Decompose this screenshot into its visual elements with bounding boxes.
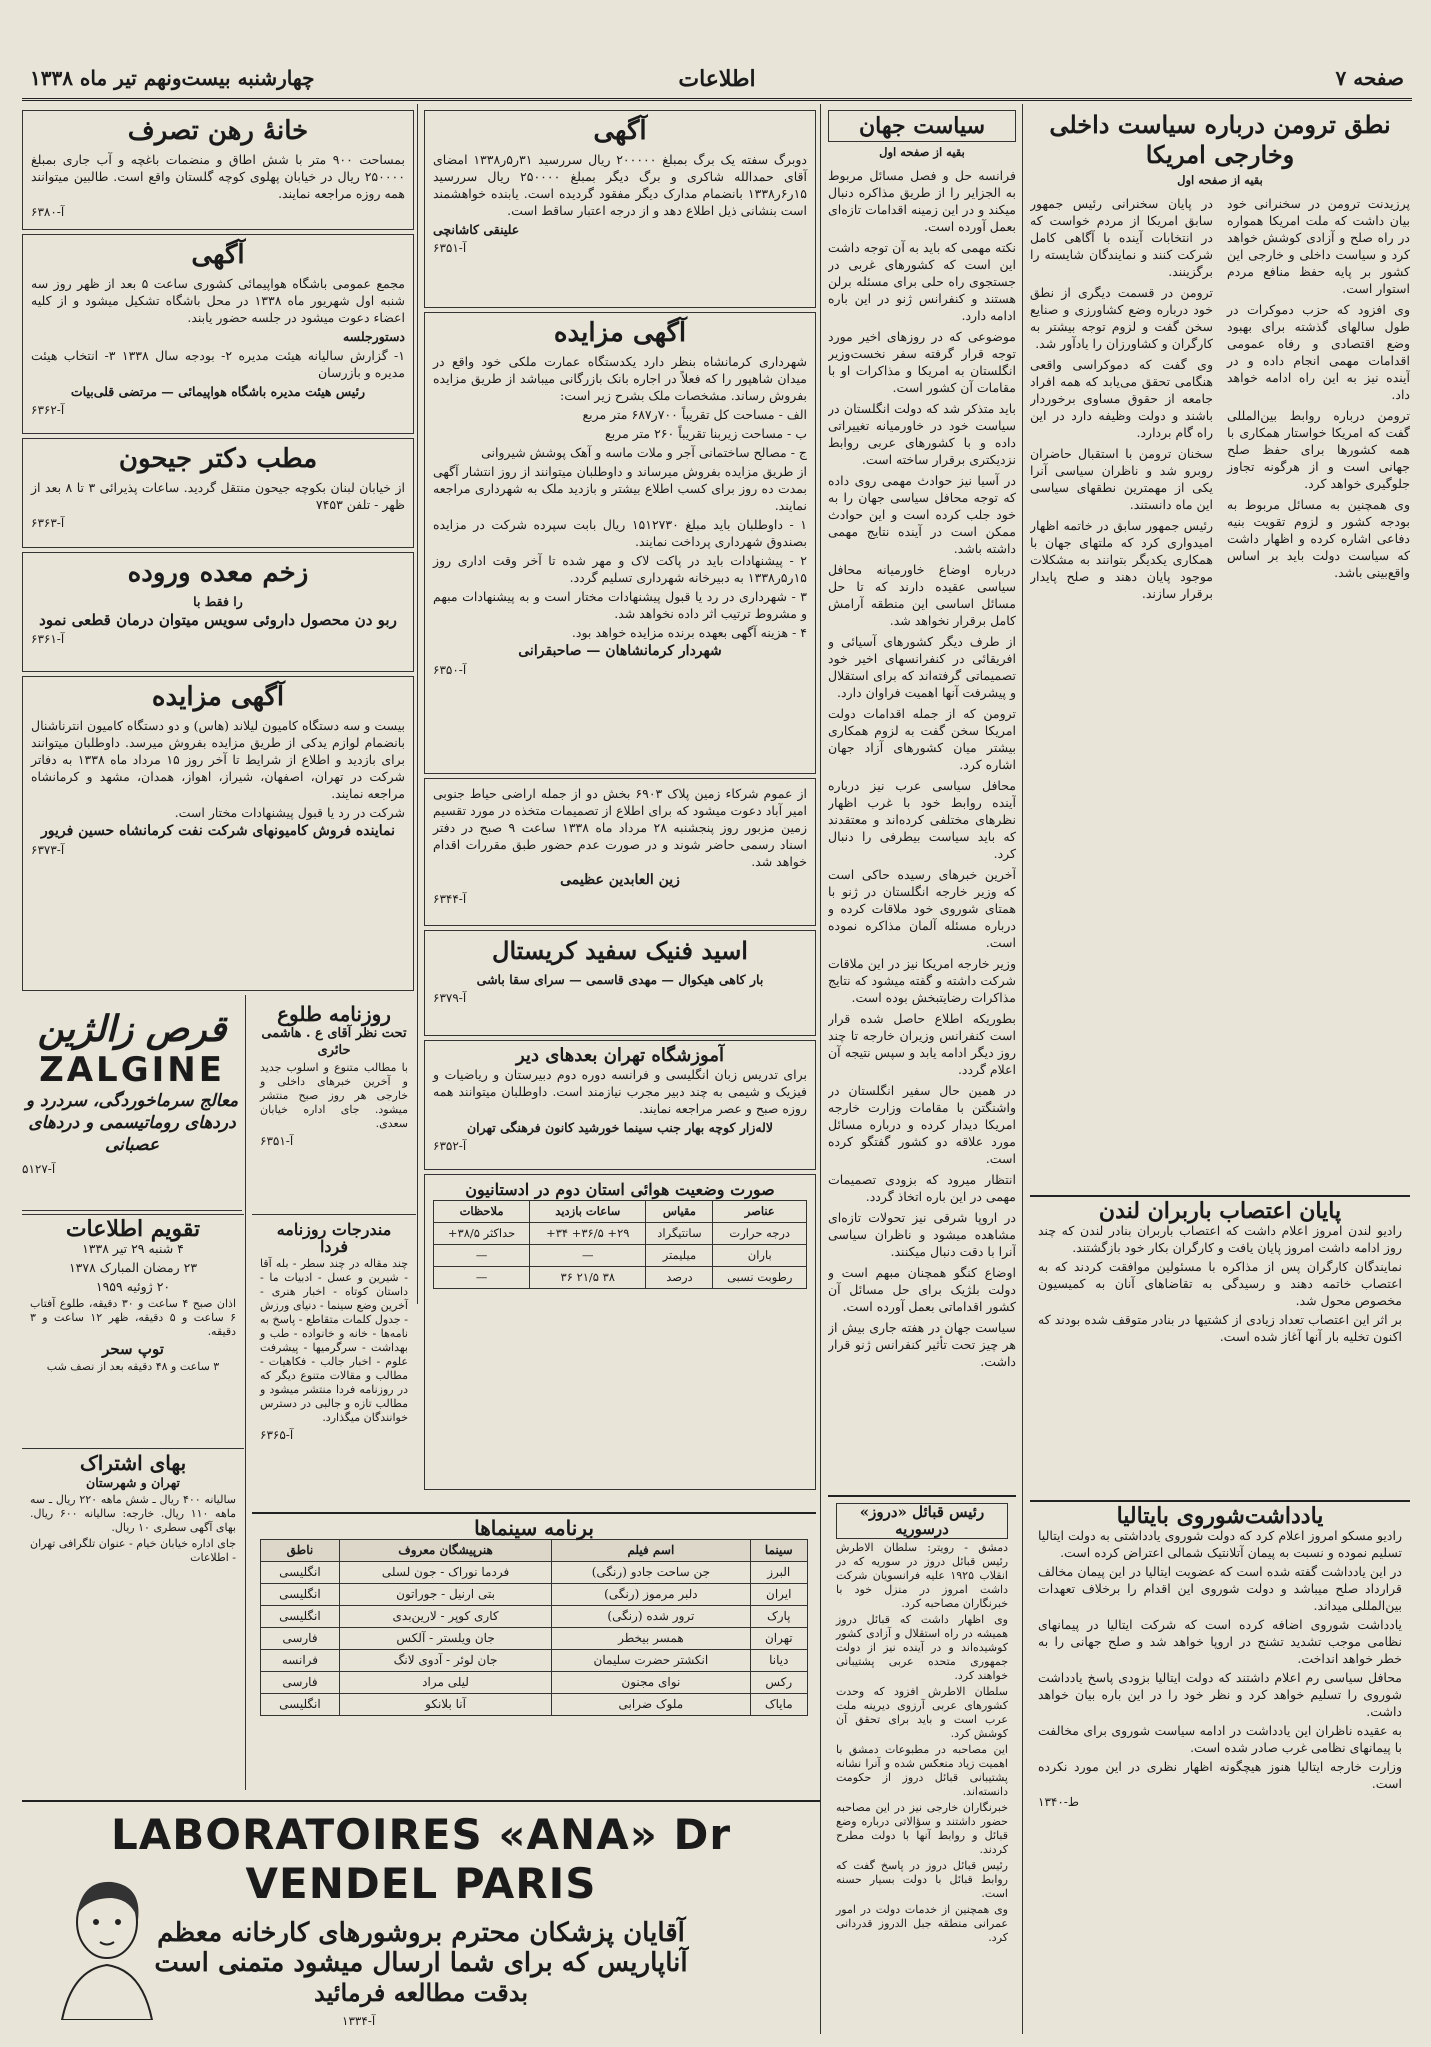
page-number: صفحه ۷ <box>1335 66 1404 90</box>
cinema-cell: بتی ارنیل - جوراتون <box>339 1584 551 1606</box>
ad-ulcer-medicine <box>22 552 414 672</box>
subscription-sub: تهران و شهرستان <box>86 1475 180 1490</box>
weather-title: صورت وضعیت هوائی استان دوم در ادستانیون <box>465 1180 775 1199</box>
ad-code: آ-۶۳۸۰ <box>31 205 65 219</box>
cinema-cell: فرانسه <box>261 1650 340 1672</box>
cinema-cell: فارسی <box>261 1672 340 1694</box>
cinema-cell: انگلیسی <box>261 1562 340 1584</box>
ad-code: ط‌-۱۳۴۰ <box>1038 1795 1079 1809</box>
ad-code: آ-۶۳۵۲ <box>433 1139 467 1153</box>
ad-signature: شهردار کرمانشاهان — صاحبقرانی <box>518 643 722 659</box>
ad-code: آ-۶۳۶۲ <box>31 403 65 417</box>
ad-zalgine <box>22 1000 242 1211</box>
weather-header: مقیاس <box>646 1201 713 1223</box>
cinema-row <box>261 1584 808 1606</box>
news-box-strike: پایان اعتصاب باربران لندن رادیو لندن امروز اعلام داشت که اعتصاب باربران بنادر لندن که چند روز ادامه داشت امروز پایان یافت و کارگران بکار خود بازگشتند. نمایندگان کارگران پس از مذاکره با مسئولین موافقت کردند که به اعتصاب خاتمه دهند و رسیدگی به تقاضاهای آنان به کمیسیون مخصوص محول شد. بر اثر این اعتصاب تعداد زیادی از کشتیها در بنادر متوقف شده بودند که اکنون تخلیه بار آنها آغاز شده است. <box>1030 1195 1410 1495</box>
cinema-header: ناطق <box>261 1540 340 1562</box>
cinema-cell: انگلیسی <box>261 1694 340 1716</box>
cinema-cell: انگلیسی <box>261 1606 340 1628</box>
cinema-cell: تهران <box>750 1628 807 1650</box>
ad-aviation-club: آگهی مجمع عمومی باشگاه هواپیمائی کشوری ساعت ۵ بعد از ظهر روز سه شنبه اول شهریور ماه ۱۳۳۸ در محل باشگاه تشکیل میشود و از کلیه اعضاء دعوت میشود در جلسه حضور یابند. دستورجلسه ۱- گزارش سالیانه هیئت مدیره ۲- بودجه سال ۱۳۳۸ ۳- انتخاب هیئت مدیره و بازرسان رئیس هیئت مدیره باشگاه هواپیمائی — مرتضی قلی‌بیات آ-۶۳۶۲ <box>22 234 414 434</box>
column-rule <box>417 104 418 1304</box>
contents-title: مندرجات روزنامه فردا <box>276 1220 392 1256</box>
weather-report <box>424 1174 816 1490</box>
ad-laboratoires-ana <box>22 1800 820 2032</box>
ad-truck-auction: آگهی مزایده بیست و سه دستگاه کامیون لیلاند (هاس) و دو دستگاه کامیون انترناشنال بانضمام لوازم یدکی از طریق مزایده بفروش میرسد. داوطلبان میتوانند برای بازدید و اطلاع از شرایط تا آخر روز ۱۵ مرداد ماه ۱۳۳۸ به دفاتر شرکت در تهران، اصفهان، شیراز، اهواز، همدان، مشهد و کرمانشاه مراجعه نمایند. شرکت در رد یا قبول پیشنهادات مختار است. نماینده فروش کامیونهای شرکت نفت کرمانشاه حسین فریور آ-۶۳۷۳ <box>22 676 414 991</box>
ad-sub: را فقط با <box>193 594 243 609</box>
ad-code: آ-۵۱۲۷ <box>22 1162 56 1176</box>
cinema-cell: انکشتر حضرت سلیمان <box>552 1650 750 1672</box>
cinema-row <box>261 1606 808 1628</box>
cinema-cell: ایران <box>750 1584 807 1606</box>
ad-auction-kermanshah: آگهی مزایده شهرداری کرمانشاه بنظر دارد یکدستگاه عمارت ملکی خود واقع در میدان شاهپور را که فعلاً در اجاره بانک بازرگانی میباشد از طریق مزایده بفروش رساند. مشخصات ملک بشرح زیر است: الف - مساحت کل تقریباً ۷۰۰ر۶۸۷ متر مربع ب - مساحت زیربنا تقریباً ۲۶۰ متر مربع ج - مصالح ساختمانی آجر و ملات ماسه و آهک پوشش شیروانی از طریق مزایده بفروش میرساند و داوطلبان میتوانند از روز انتشار آگهی بمدت ده روز برای کسب اطلاع بیشتر و بازدید ملک به شهرداری مراجعه نمایند. ۱ - داوطلبان باید مبلغ ۱۵۱۲۷۳۰ ریال بابت سپرده شرکت در مزایده بصندوق شهرداری پرداخت نمایند. ۲ - پیشنهادات باید در پاکت لاک و مهر شده تا آخر وقت اداری روز ۱۵ر۵ر۱۳۳۸ به دبیرخانه شهرداری تسلیم گردد. ۳ - شهرداری در رد یا قبول پیشنهادات مختار است و به پیشنهادات مبهم و مشروط ترتیب اثر داده نخواهد شد. ۴ - هزینه آگهی بعهده برنده مزایده خواهد بود. شهردار کرمانشاهان — صاحبقرانی آ-۶۳۵۰ <box>424 312 816 774</box>
cinema-cell: انگلیسی <box>261 1584 340 1606</box>
ad-title: خانهٔ رهن تصرف <box>127 116 309 146</box>
cinema-table <box>260 1539 808 1716</box>
news-box-soviet-note: یادداشت‌شوروی بایتالیا رادیو مسکو امروز اعلام کرد که دولت شوروی یادداشتی به دولت ایتالیا تسلیم نموده و نسبت به پیمان آتلانتیک شمالی اعتراض کرده است. در این یادداشت گفته شده است که عضویت ایتالیا در این پیمان مخالف قرارداد صلح میباشد و دولت شوروی این اقدام را برخلاف تعهدات بین‌المللی میداند. یادداشت شوروی اضافه کرده است که شرکت ایتالیا در پیمانهای نظامی موجب تشدید تشنج در اروپا خواهد شد و صلح جهانی را به خطر خواهد انداخت. محافل سیاسی رم اعلام داشتند که دولت ایتالیا بزودی پاسخ یادداشت شوروی را تسلیم خواهد کرد و نظر خود را در این باره بیان خواهد داشت. به عقیده ناظران این یادداشت در ادامه سیاست شوروی برای مخالفت با پیمانهای نظامی غرب صادر شده است. وزارت خارجه ایتالیا هنوز هیچگونه اظهار نظری در این مورد نکرده است. ط‌-۱۳۴۰ <box>1030 1500 1410 2025</box>
ad-code: آ-۶۳۵۱ <box>433 241 467 255</box>
cinema-cell: دلبر مرموز (رنگی) <box>552 1584 750 1606</box>
cinema-cell: پارک <box>750 1606 807 1628</box>
article-body: فرانسه حل و فصل مسائل مربوط به الجزایر را از طریق مذاکره دنبال میکند و در این زمینه اقدامات تازه‌ای بعمل آورده است. نکته مهمی که باید به آن توجه داشت این است که کشورهای غربی در جستجوی راه حلی برای مسئله برلن هستند و کنفرانس ژنو در این باره ادامه دارد. موضوعی که در روزهای اخیر مورد توجه قرار گرفته سفر نخست‌وزیر انگلستان به امریکا و مذاکرات او با مقامات آن کشور است. باید متذکر شد که دولت انگلستان در سیاست خود در خاورمیانه تغییراتی داده و با کشورهای عربی روابط نزدیکتری برقرار ساخته است. در آسیا نیز حوادث مهمی روی داده که توجه محافل سیاسی جهان را به خود جلب کرده است و این حوادث ممکن است در آینده نتایج مهمی داشته باشد. درباره اوضاع خاورمیانه محافل سیاسی عقیده دارند که تا حل مسائل اساسی این منطقه آرامش کامل برقرار نخواهد شد. از طرف دیگر کشورهای آسیائی و افریقائی در کنفرانسهای اخیر خود تصمیماتی گرفته‌اند که برای استقلال و پیشرفت آنها اهمیت فراوان دارد. ترومن که از جمله اقدامات دولت امریکا سخن گفت به لزوم همکاری بیشتر میان کشورهای آزاد جهان اشاره کرد. محافل سیاسی عرب نیز درباره آینده روابط خود با غرب اظهار نظرهای مختلفی کرده‌اند و معتقدند که باید سیاست بیطرفی را دنبال کرد. آخرین خبرهای رسیده حاکی است که وزیر خارجه انگلستان در ژنو با همتای شوروی خود ملاقات کرده و درباره مسئله آلمان مذاکره نموده است. وزیر خارجه امریکا نیز در این ملاقات شرکت داشته و گفته میشود که نتایج مذاکرات رضایتبخش بوده است. بطوریکه اطلاع حاصل شده قرار است کنفرانس وزیران خارجه تا چند روز دیگر ادامه یابد و سپس نتیجه آن اعلام گردد. در همین حال سفیر انگلستان در واشنگتن با مقامات وزارت خارجه امریکا دیدار کرده و درباره مسائل مورد علاقه دو کشور گفتگو کرده است. انتظار میرود که بزودی تصمیمات مهمی در این باره اتخاذ گردد. در اروپا شرقی نیز تحولات تازه‌ای مشاهده میشود و ناظران سیاسی آنرا با دقت دنبال میکنند. اوضاع کنگو همچنان مبهم است و دولت بلژیک برای حل مسائل آن کشور اقداماتی بعمل آورده است. سیاست جهان در هفته جاری بیش از هر چیز تحت تأثیر کنفرانس ژنو قرار داشت. <box>828 168 1016 1369</box>
weather-table <box>433 1200 807 1289</box>
ad-code: آ-۶۳۵۰ <box>433 663 467 677</box>
ad-title: آگهی مزایده <box>553 318 687 348</box>
weather-row <box>434 1267 807 1289</box>
ad-newspaper-tolu: روزنامه طلوع تحت نظر آقای ع . هاشمی حائری با مطالب متنوع و اسلوب جدید و آخرین خبرهای داخلی و خارجی هر روز صبح منتشر میشود. جای اداره خیابان سعدی. آ-۶۳۵۱ <box>260 1002 408 1148</box>
ad-title: آگهی <box>191 240 245 270</box>
weather-cell: رطوبت نسبی <box>713 1267 807 1289</box>
continued-note: بقیه از صفحه اول <box>1177 173 1263 187</box>
zalgine-persian: قرص زالژین <box>37 1008 227 1050</box>
weather-header-row <box>434 1201 807 1223</box>
issue-date: چهارشنبه بیست‌ونهم تیر ماه ۱۳۳۸ <box>30 66 315 90</box>
ad-code: آ-۶۳۶۳ <box>31 516 65 530</box>
cinema-cell: فردما نوراک - جون لسلی <box>339 1562 551 1584</box>
subscription-box: بهای اشتراک تهران و شهرستان سالیانه ۴۰۰ ریال ـ شش ماهه ۲۲۰ ریال ـ سه ماهه ۱۱۰ ریال. خارجه: سالیانه ۶۰۰ ریال. بهای آگهی سطری ۱۰ ریال. جای اداره خیابان خیام - عنوان تلگرافی تهران - اطلاعات <box>22 1448 244 1612</box>
cinema-cell: همسر بیخطر <box>552 1628 750 1650</box>
ad-title: آموزشگاه تهران بعدهای دیر <box>516 1045 724 1066</box>
weather-cell: ۲۹+ ۳۶/۵+ ۳۴+ <box>530 1223 646 1245</box>
article-truman <box>1030 110 1410 1190</box>
article-headline: نطق ترومن درباره سیاست داخلی وخارجی امریکا <box>1049 110 1391 169</box>
cinema-header: سینما <box>750 1540 807 1562</box>
cinema-cell: لیلی مراد <box>339 1672 551 1694</box>
calendar-line: ۲۰ ژوئیه ۱۹۵۹ <box>95 1279 171 1294</box>
lab-line-2: آناپاریس که برای شما ارسال میشود متمنی است <box>154 1948 688 1978</box>
ad-signature: علینقی کاشانچی <box>433 222 520 237</box>
ad-title: آگهی مزایده <box>151 682 285 712</box>
box-title: رئیس قبائل «دروز» درسوریه <box>836 1503 1008 1539</box>
cinema-title: برنامه سینماها <box>474 1516 594 1540</box>
news-box-druze: رئیس قبائل «دروز» درسوریه دمشق - رویتر: سلطان الاطرش رئیس قبائل دروز در سوریه که در انقلاب ۱۹۲۵ علیه فرانسویان شرکت داشت امروز در منزل خود با خبرنگاران مصاحبه کرد. وی اظهار داشت که قبائل دروز همیشه در راه استقلال و آزادی کشور کوشیده‌اند و در آینده نیز از دولت جمهوری متحده عربی پشتیبانی خواهند کرد. سلطان الاطرش افزود که وحدت کشورهای عربی آرزوی دیرینه ملت عرب است و باید برای تحقق آن کوشش کرد. این مصاحبه در مطبوعات دمشق با اهمیت زیاد منعکس شده و آنرا نشانه پشتیبانی قبائل دروز از حکومت دانسته‌اند. خبرنگاران خارجی نیز در این مصاحبه حضور داشتند و سؤالاتی درباره وضع قبائل و روابط آنها با دولت مطرح کردند. رئیس قبائل دروز در پاسخ گفت که روابط قبائل با دولت بسیار حسنه است. وی همچنین از خدمات دولت در امور عمرانی منطقه جبل الدروز قدردانی کرد. <box>828 1495 1016 2025</box>
cinema-header-row <box>261 1540 808 1562</box>
calendar-title: تقویم اطلاعات <box>65 1216 201 1242</box>
article-headline: سیاست جهان <box>828 110 1016 142</box>
weather-cell: باران <box>713 1245 807 1267</box>
weather-cell: ۳۸ ۲۱/۵ ۳۶ <box>530 1267 646 1289</box>
ad-line: لاله‌زار کوچه بهار جنب سینما خورشید کانون فرهنگی تهران <box>467 1120 773 1135</box>
cinema-header: اسم فیلم <box>552 1540 750 1562</box>
cinema-row <box>261 1628 808 1650</box>
page-header <box>22 62 1412 101</box>
ad-code: آ-۶۳۴۴ <box>433 892 467 906</box>
cinema-cell: مایاک <box>750 1694 807 1716</box>
weather-cell: درجه حرارت <box>713 1223 807 1245</box>
ad-title: روزنامه طلوع <box>277 1002 391 1026</box>
ad-line: ربو دن محصول داروئی سویس میتوان درمان قطعی نمود <box>39 611 397 629</box>
ad-title: زخم معده وروده <box>127 558 309 588</box>
cinema-cell: جن ساحت جادو (رنگی) <box>552 1562 750 1584</box>
cinema-cell: فارسی <box>261 1628 340 1650</box>
lab-title: LABORATOIRES «ANA» Dr VENDEL PARIS <box>110 1810 732 1908</box>
box-title: یادداشت‌شوروی بایتالیا <box>1116 1503 1324 1529</box>
weather-cell: — <box>530 1245 646 1267</box>
weather-header: عناصر <box>713 1201 807 1223</box>
cinema-row <box>261 1694 808 1716</box>
weather-header: ساعات بازدید <box>530 1201 646 1223</box>
ad-lost-deed: از عموم شرکاء زمین پلاک ۶۹۰۳ بخش دو از جمله اراضی حیاط جنوبی امیر آباد دعوت میشود که برای اطلاع از تصمیمات متخذه در مورد تقسیم زمین مزبور روز پنجشنبه ۲۸ مرداد ماه ۱۳۳۸ ساعت ۹ صبح در دفتر اسناد رسمی حاضر شوند و در صورت عدم حضور طبق مقررات اقدام خواهد شد. زین العابدین عظیمی آ-۶۳۴۴ <box>424 778 816 926</box>
cinema-program <box>252 1512 816 1796</box>
ad-code: آ-۶۳۷۹ <box>433 991 467 1005</box>
calendar-box: تقویم اطلاعات ۴ شنبه ۲۹ تیر ۱۳۳۸ ۲۳ رمضان المبارک ۱۳۷۸ ۲۰ ژوئیه ۱۹۵۹ اذان صبح ۴ ساعت و ۳۰ دقیقه، طلوع آفتاب ۶ ساعت و ۵ دقیقه، ظهر ۱۲ ساعت و ۳ دقیقه. توپ سحر ۳ ساعت و ۴۸ دقیقه بعد از نصف شب <box>22 1214 244 1444</box>
cinema-cell: جان ویلستر - آلکس <box>339 1628 551 1650</box>
ad-doctor-clinic: مطب دکتر جیحون از خیابان لبنان بکوچه جیحون منتقل گردید. ساعات پذیرائی ۳ تا ۸ بعد از ظهر - تلفن ۷۴۵۳ آ-۶۳۶۳ <box>22 438 414 548</box>
calendar-line: ۴ شنبه ۲۹ تیر ۱۳۳۸ <box>82 1241 184 1256</box>
cinema-cell: آنا بلانکو <box>339 1694 551 1716</box>
cinema-cell: ملوک ضرابی <box>552 1694 750 1716</box>
cinema-cell: جان لوئر - آدوی لانگ <box>339 1650 551 1672</box>
cinema-cell: کاری کوپر - لارین‌بدی <box>339 1606 551 1628</box>
cinema-cell: رکس <box>750 1672 807 1694</box>
column-rule <box>245 995 246 1790</box>
cinema-row <box>261 1672 808 1694</box>
ad-code: آ-۶۳۷۳ <box>31 843 65 857</box>
publication-title: اطلاعات <box>678 66 756 92</box>
subscription-title: بهای اشتراک <box>79 1451 187 1475</box>
ad-signature: زین العابدین عظیمی <box>560 872 680 888</box>
ad-signature: رئیس هیئت مدیره باشگاه هواپیمائی — مرتضی قلی‌بیات <box>70 384 366 399</box>
ad-line: بار کاهی هیکوال — مهدی قاسمی — سرای سقا باشی <box>476 972 764 987</box>
zalgine-description: معالج سرماخوردگی، سردرد و دردهای روماتیسمی و دردهای عصبانی <box>25 1091 239 1155</box>
column-rule <box>1022 104 1023 2034</box>
ad-code: آ-۱۳۳۴ <box>342 2014 376 2028</box>
weather-cell: درصد <box>646 1267 713 1289</box>
cinema-row <box>261 1562 808 1584</box>
article-body: پرزیدنت ترومن در سخنرانی خود بیان داشت که ملت امریکا همواره در راه صلح و آزادی کوشش خواهد کرد و سیاست داخلی و خارجی این کشور بر پایه حفظ منافع مردم استوار است. وی افزود که حزب دموکرات در طول سالهای گذشته برای بهبود وضع اقتصادی و رفاه عمومی اقدامات مهمی انجام داده و در آینده نیز به این راه ادامه خواهد داد. ترومن درباره روابط بین‌المللی گفت که امریکا خواستار همکاری با همه کشورها برای حفظ صلح جهانی است و از هرگونه تجاوز جلوگیری خواهد کرد. وی همچنین به مسائل مربوط به بودجه کشور و لزوم تقویت بنیه دفاعی اشاره کرده و اظهار داشت که سیاست دولت باید بر اساس واقع‌بینی باشد. در پایان سخنرانی رئیس جمهور سابق امریکا از مردم خواست که در انتخابات آینده با آگاهی کامل شرکت کنند و نمایندگان شایسته را برگزینند. ترومن در قسمت دیگری از نطق خود درباره وضع کشاورزی و صنایع سخن گفت و لزوم توجه بیشتر به کارگران و کشاورزان را یادآور شد. وی گفت که دموکراسی واقعی هنگامی تحقق می‌یابد که همه افراد جامعه از حقوق مساوی برخوردار باشند و دولت وظیفه دارد در این راه گام بردارد. سخنان ترومن با استقبال حاضران روبرو شد و ناظران سیاسی آنرا یکی از مهمترین نطقهای سیاسی این ماه دانستند. رئیس جمهور سابق در خاتمه اظهار امیدواری کرد که ملتهای جهان با همکاری یکدیگر بتوانند به مشکلات موجود پایان دهند و صلح پایدار برقرار سازند. <box>1030 196 1410 601</box>
weather-cell: — <box>434 1267 530 1289</box>
ad-signature: نماینده فروش کامیونهای شرکت نفت کرمانشاه حسین فریور <box>41 823 395 839</box>
lab-line-1: آقایان پزشکان محترم بروشورهای کارخانه معظم <box>157 1918 685 1948</box>
weather-header: ملاحظات <box>434 1201 530 1223</box>
ad-school: آموزشگاه تهران بعدهای دیر برای تدریس زبان انگلیسی و فرانسه دوره دوم دبیرستان و ریاضیات و فیزیک و شیمی به چند دبیر مجرب نیازمند است. داوطلبان میتوانند همه روزه صبح و عصر مراجعه نمایند. لاله‌زار کوچه بهار جنب سینما خورشید کانون فرهنگی تهران آ-۶۳۵۲ <box>424 1040 816 1170</box>
ad-title: آگهی <box>593 116 647 146</box>
weather-cell: سانتیگراد <box>646 1223 713 1245</box>
ad-phenic-acid <box>424 930 816 1036</box>
weather-row <box>434 1245 807 1267</box>
woman-portrait-illustration <box>42 1870 172 2020</box>
ad-title: اسید فنیک سفید کریستال <box>492 936 748 965</box>
ad-code: آ-۶۳۶۱ <box>31 632 65 646</box>
ad-house-mortgage: خانهٔ رهن تصرف بمساحت ۹۰۰ متر با شش اطاق و منضمات باغچه و آب جاری بمبلغ ۲۵۰۰۰۰ ریال در خیابان پهلوی کوچه گلستان واقع است. طالبین میتوانند همه روزه مراجعه نمایند. آ-۶۳۸۰ <box>22 110 414 230</box>
cinema-cell: نوای مجنون <box>552 1672 750 1694</box>
ad-notice-1: آگهی دوبرگ سفته یک برگ بمبلغ ۲۰۰۰۰۰ ریال سررسید ۳۱ر۵ر۱۳۳۸ امضای آقای حمدالله شاکری و برگ دیگر بمبلغ ۲۵۰۰۰۰ ریال سررسید ۱۵ر۶ر۱۳۳۸ بانضمام مدارک دیگر مفقود گردیده است. یابنده خواهشمند است بنشانی ذیل اطلاع دهد و از درجه اعتبار ساقط است. علینقی کاشانچی آ-۶۳۵۱ <box>424 110 816 308</box>
weather-cell: حداکثر ۳۸/۵+ <box>434 1223 530 1245</box>
box-title: پایان اعتصاب باربران لندن <box>1098 1198 1342 1224</box>
cinema-cell: ترور شده (رنگی) <box>552 1606 750 1628</box>
weather-cell: میلیمتر <box>646 1245 713 1267</box>
calendar-tup: توپ سحر <box>102 1340 164 1358</box>
weather-cell: — <box>434 1245 530 1267</box>
lab-line-3: بدقت مطالعه فرمائید <box>313 1978 529 2007</box>
continued-note: بقیه از صفحه اول <box>879 145 965 159</box>
cinema-cell: دیانا <box>750 1650 807 1672</box>
zalgine-english: ZALGINE <box>39 1050 225 1090</box>
ad-agenda: دستورجلسه <box>342 329 405 344</box>
article-world-politics <box>828 110 1016 1490</box>
ad-title: مطب دکتر جیحون <box>118 444 318 474</box>
cinema-cell: البرز <box>750 1562 807 1584</box>
cinema-header: هنرپیشگان معروف <box>339 1540 551 1562</box>
ad-sub: تحت نظر آقای ع . هاشمی حائری <box>261 1026 407 1058</box>
cinema-row <box>261 1650 808 1672</box>
calendar-line: ۲۳ رمضان المبارک ۱۳۷۸ <box>68 1260 198 1275</box>
ad-code: آ-۶۳۵۱ <box>260 1134 294 1148</box>
column-rule <box>820 104 821 2034</box>
tomorrow-contents: مندرجات روزنامه فردا چند مقاله در چند سطر - بله آقا - شیرین و عسل - ادبیات ما - داستان کوتاه - اخبار هنری - آخرین وضع سینما - دنیای ورزش - جدول کلمات متقاطع - پاسخ به نامه‌ها - خانه و خانواده - طب و بهداشت - سرگرمیها - پیشرفت علوم - اخبار جالب - فکاهیات - مطالب و مقالات متنوع دیگر که در روزنامه فردا منتشر میشود و مطالب تازه و جالبی در دسترس خوانندگان میگذارد. آ-۶۳۶۵ <box>252 1214 416 1609</box>
weather-row <box>434 1223 807 1245</box>
